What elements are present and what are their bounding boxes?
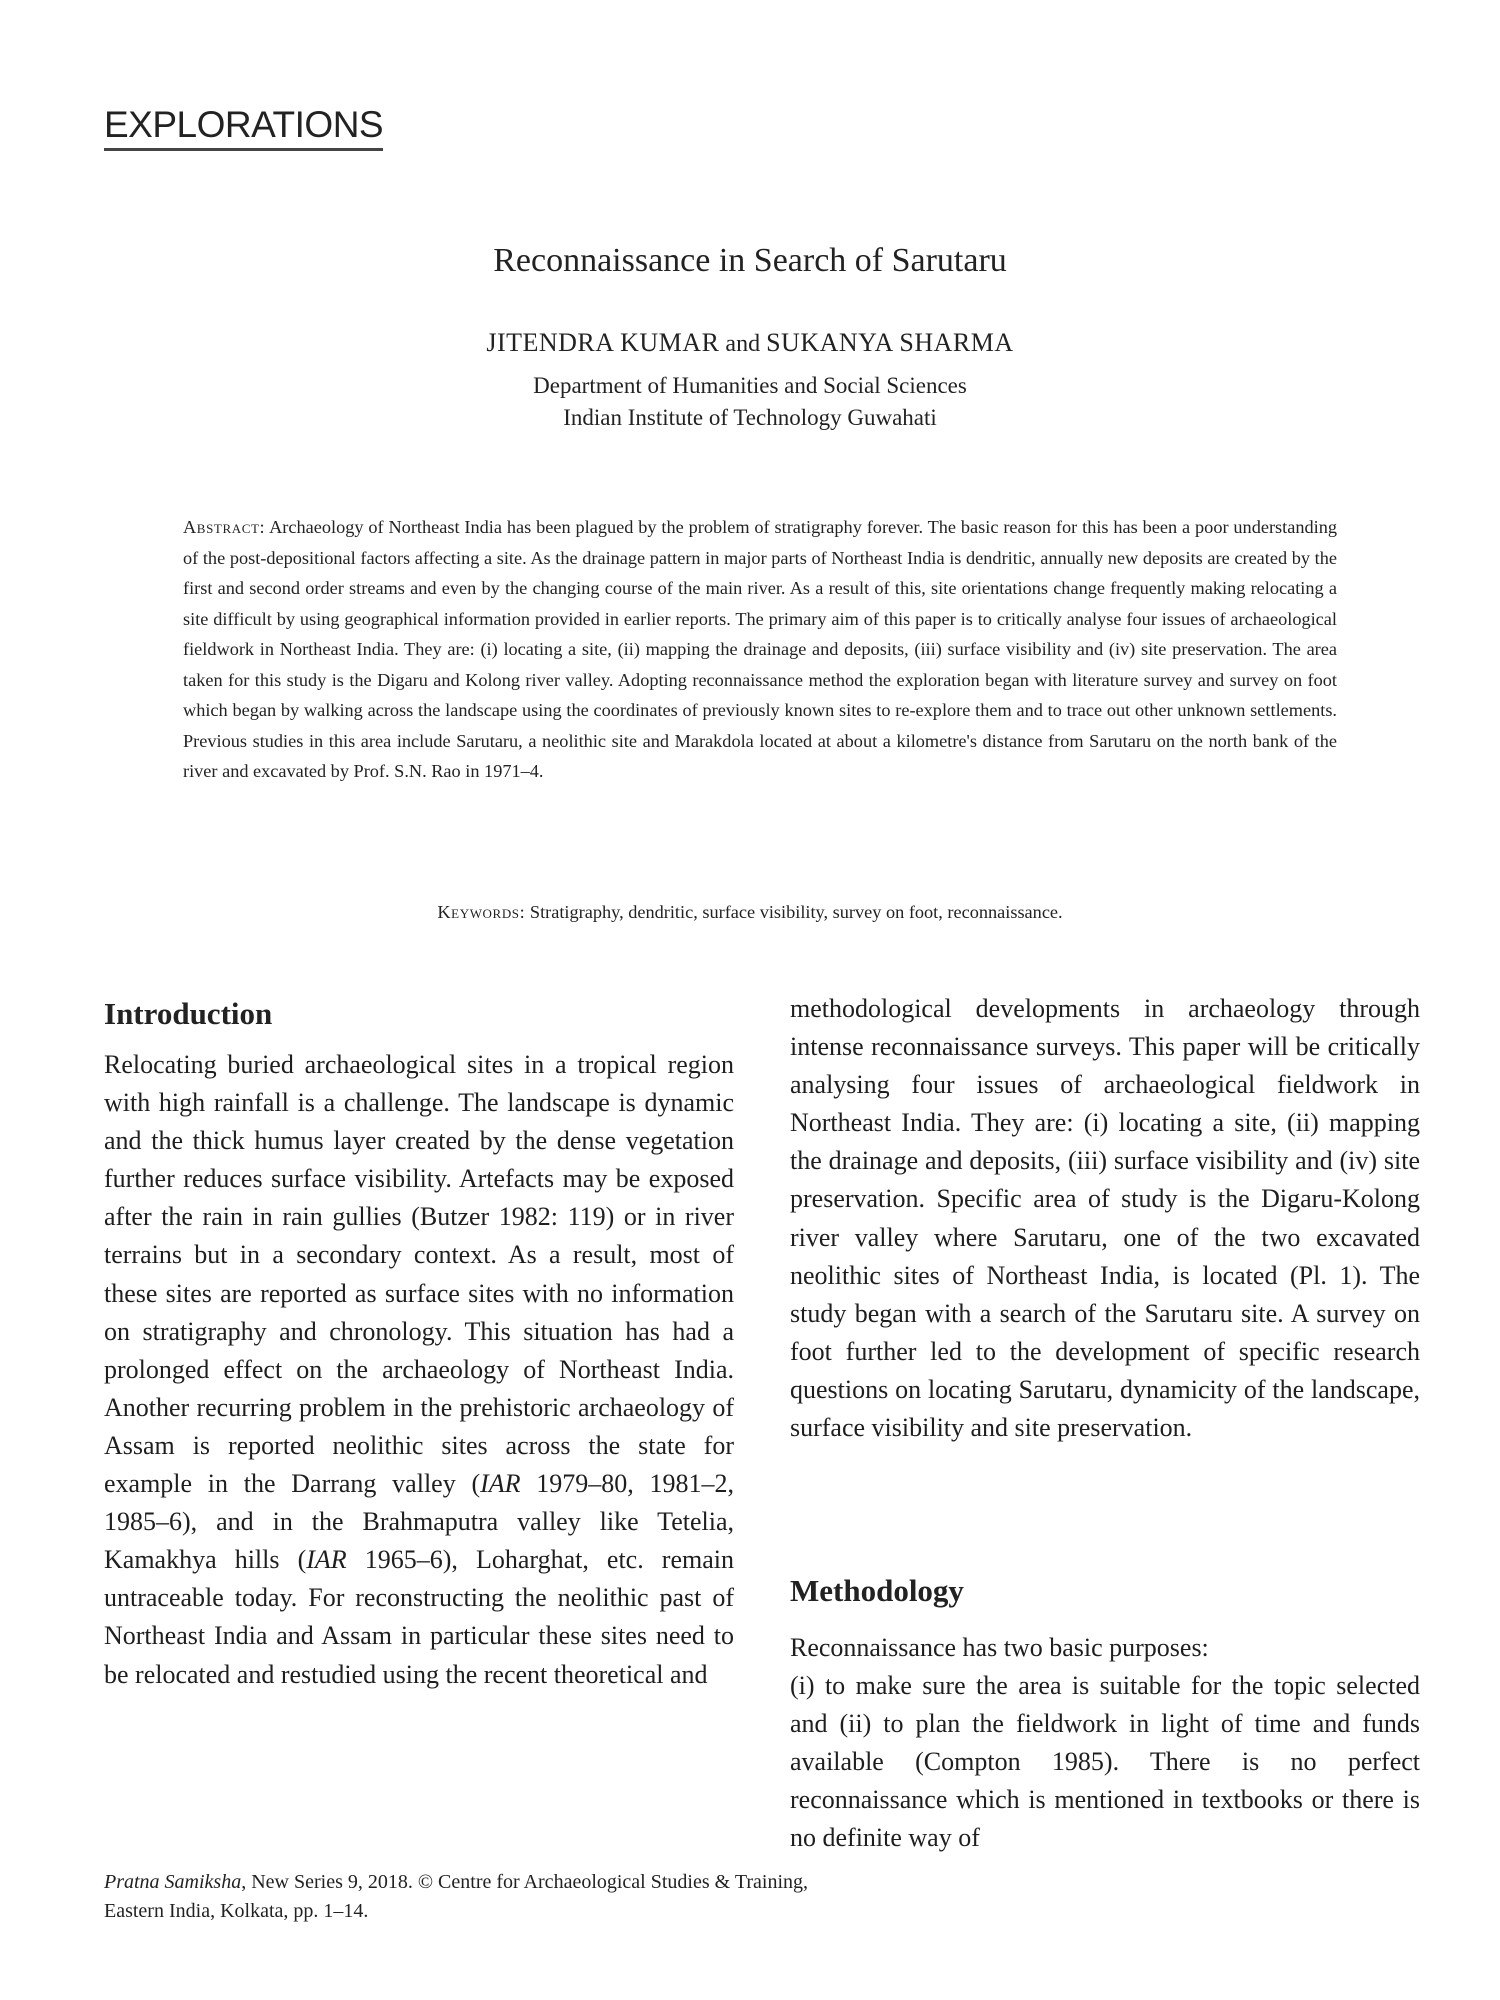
introduction-body-right xyxy=(790,990,1420,1447)
introduction-text-part3: 1965–6), Loharghat, etc. remain untraceable today. For reconstructing the neolithic past of Northeast India and Assam in particular these sites need to be relocated and restudied using the recent theoretical and xyxy=(104,1545,734,1689)
iar-reference: IAR xyxy=(306,1545,347,1575)
introduction-text-part1: Relocating buried archaeological sites in a tropical region with high rainfall is a challenge. The landscape is dynamic and the thick humus layer created by the dense vegetation further reduces surface visibility. Artefacts may be exposed after the rain in rain gullies (Butzer 1982: 119) or in river terrains but in a secondary context. As a result, most of these sites are reported as surface sites with no information on stratigraphy and chronology. This situation has had a prolonged effect on the archaeology of Northeast India. Another recurring problem in the prehistoric archaeology of Assam is reported neolithic sites across the state for example in the Darrang valley ( xyxy=(104,1050,734,1499)
introduction-paragraph xyxy=(104,1046,734,1694)
author-name: SUKANYA SHARMA xyxy=(766,328,1014,357)
keywords-label: Keywords: xyxy=(437,902,526,922)
introduction-text-part2: 1979–80, 1981–2, 1985–6), and in the Brahmaputra valley like Tetelia, Kamakhya hills ( xyxy=(104,1469,735,1575)
keywords xyxy=(0,902,1500,923)
article-title: Reconnaissance in Search of Sarutaru xyxy=(493,242,1007,279)
keywords-text: Stratigraphy, dendritic, surface visibility, survey on foot, reconnaissance. xyxy=(529,902,1063,922)
introduction-heading: Introduction xyxy=(104,996,273,1031)
methodology-line1: Reconnaissance has two basic purposes: xyxy=(790,1633,1209,1662)
affiliation xyxy=(0,370,1500,434)
authors xyxy=(0,328,1500,358)
introduction-body-left xyxy=(104,1046,734,1694)
affiliation-department: Department of Humanities and Social Sciences xyxy=(533,373,967,398)
iar-reference: IAR xyxy=(480,1469,521,1499)
introduction-continuation: methodological developments in archaeology through intense reconnaissance surveys. This paper will be critically analysing four issues of archaeological fieldwork in Northeast India. They are: (i) locating a site, (ii) mapping the drainage and deposits, (iii) surface visibility and (iv) site preservation. Specific area of study is the Digaru-Kolong river valley where Sarutaru, one of the two excavated neolithic sites of Northeast India, is located (Pl. 1). The study began with a search of the Sarutaru site. A survey on foot further led to the development of specific research questions on locating Sarutaru, dynamicity of the landscape, surface visibility and site preservation. xyxy=(790,994,1420,1443)
author-name: JITENDRA KUMAR xyxy=(486,328,720,357)
author-conjunction: and xyxy=(725,331,761,357)
methodology-heading: Methodology xyxy=(790,1573,964,1608)
abstract-text: Archaeology of Northeast India has been plagued by the problem of stratigraphy forever. The basic reason for this has been a poor understanding of the post-depositional factors affecting a site. As the drainage pattern in major parts of Northeast India is dendritic, annually new deposits are created by the first and second order streams and even by the changing course of the main river. As a result of this, site orientations change frequently making relocating a site difficult by using geographical information provided in earlier reports. The primary aim of this paper is to critically analyse four issues of archaeological fieldwork in Northeast India. They are: (i) locating a site, (ii) mapping the drainage and deposits, (iii) surface visibility and (iv) site preservation. The area taken for this study is the Digaru and Kolong river valley. Adopting reconnaissance method the exploration began with literature survey and survey on foot which began by walking across the landscape using the coordinates of previously known sites to re-explore them and to trace out other unknown settlements. Previous studies in this area include Sarutaru, a neolithic site and Marakdola located at about a kilometre's distance from Sarutaru on the north bank of the river and excavated by Prof. S.N. Rao in 1971–4. xyxy=(183,517,1337,781)
methodology-text: (i) to make sure the area is suitable for the topic selected and (ii) to plan the fieldwork in light of time and funds available (Compton 1985). There is no perfect reconnaissance which is mentioned in textbooks or there is no definite way of xyxy=(790,1671,1420,1853)
abstract xyxy=(183,512,1337,787)
citation-text: , New Series 9, 2018. © Centre for Archaeological Studies & Training, Eastern India, Kolkata, pp. 1–14. xyxy=(104,1871,808,1922)
affiliation-institute: Indian Institute of Technology Guwahati xyxy=(563,405,937,430)
journal-name: Pratna Samiksha xyxy=(104,1871,242,1893)
section-label: EXPLORATIONS xyxy=(104,104,383,151)
abstract-label: Abstract: xyxy=(183,517,266,537)
methodology-body xyxy=(790,1629,1420,1858)
citation-footer xyxy=(104,1868,864,1926)
